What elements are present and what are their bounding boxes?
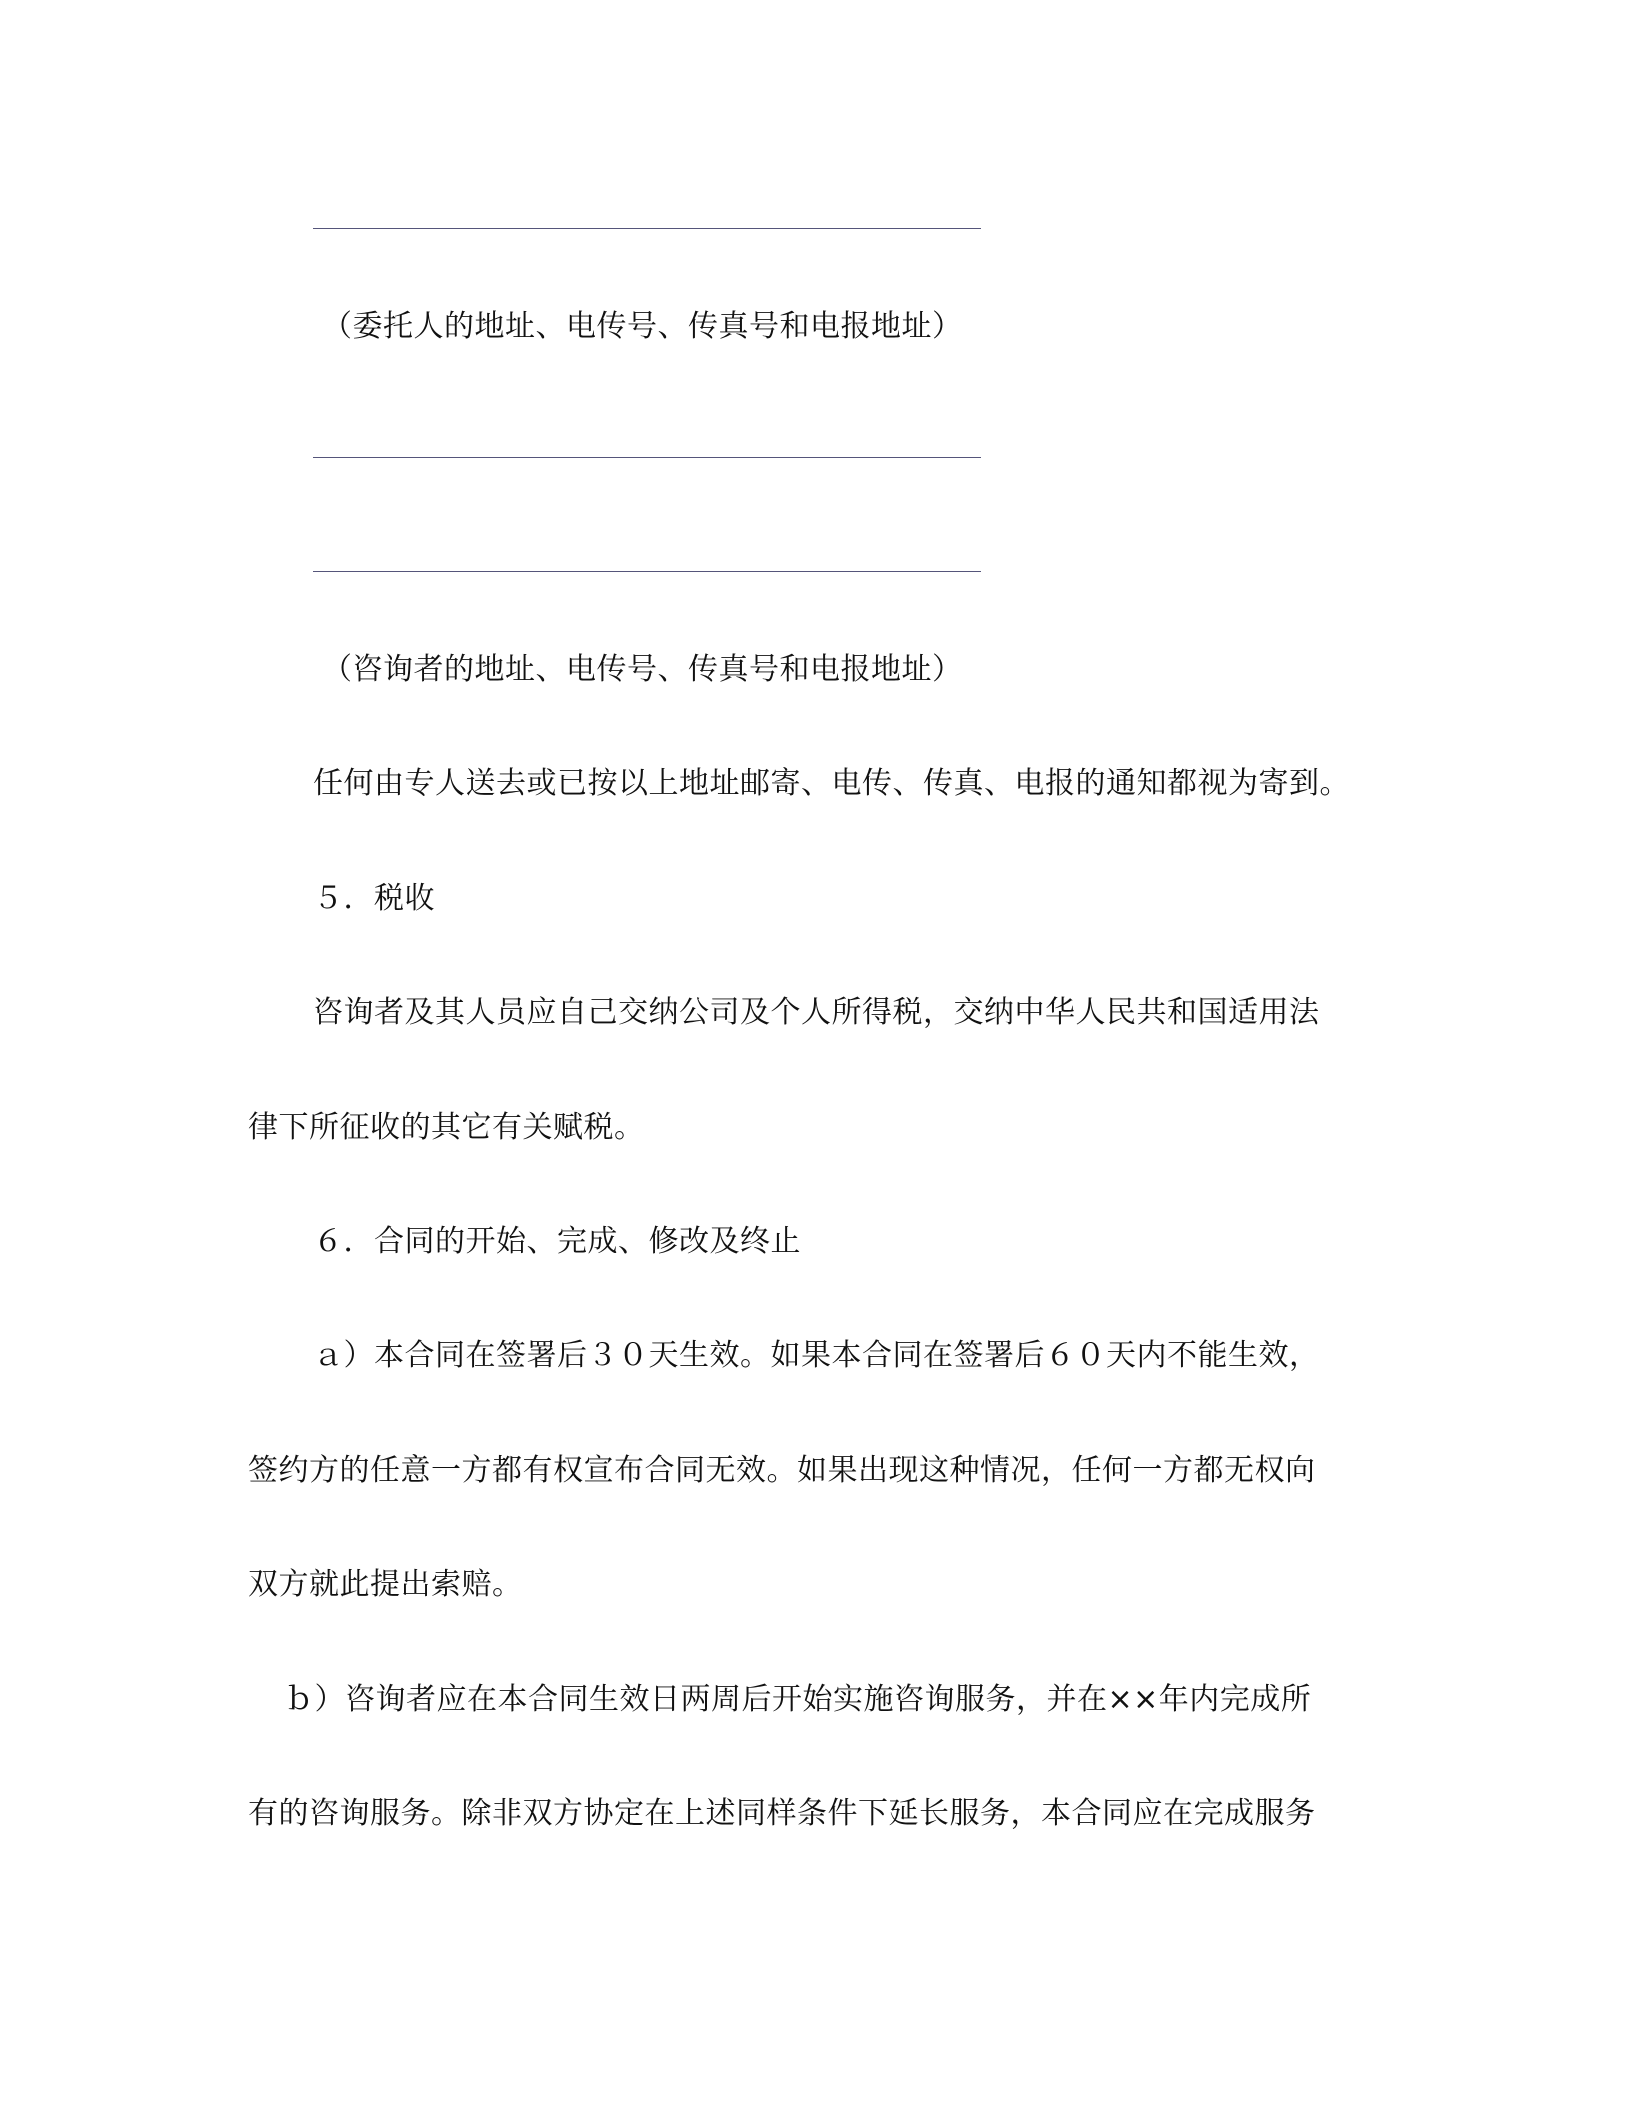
consultant-address-caption: （咨询者的地址、电传号、传真号和电报地址） <box>322 652 963 687</box>
clause-a-line-3: 双方就此提出索赔。 <box>248 1567 523 1602</box>
clause-b-line-2: 有的咨询服务。除非双方协定在上述同样条件下延长服务，本合同应在完成服务 <box>248 1796 1316 1831</box>
clause-a-line-2: 签约方的任意一方都有权宣布合同无效。如果出现这种情况，任何一方都无权向 <box>248 1453 1316 1488</box>
blank-line-2 <box>313 457 981 458</box>
clause-b-line-1: ｂ）咨询者应在本合同生效日两周后开始实施咨询服务，并在××年内完成所 <box>284 1682 1312 1717</box>
client-address-caption: （委托人的地址、电传号、传真号和电报地址） <box>322 309 963 344</box>
section-5-heading: ５．税收 <box>313 881 435 916</box>
tax-paragraph-line-1: 咨询者及其人员应自己交纳公司及个人所得税，交纳中华人民共和国适用法 <box>313 995 1320 1030</box>
blank-line-3 <box>313 571 981 572</box>
clause-a-line-1: ａ）本合同在签署后３０天生效。如果本合同在签署后６０天内不能生效， <box>313 1338 1320 1373</box>
tax-paragraph-line-2: 律下所征收的其它有关赋税。 <box>248 1110 645 1145</box>
notice-paragraph: 任何由专人送去或已按以上地址邮寄、电传、传真、电报的通知都视为寄到。 <box>313 766 1350 801</box>
section-6-heading: ６．合同的开始、完成、修改及终止 <box>313 1224 801 1259</box>
blank-line-1 <box>313 228 981 229</box>
